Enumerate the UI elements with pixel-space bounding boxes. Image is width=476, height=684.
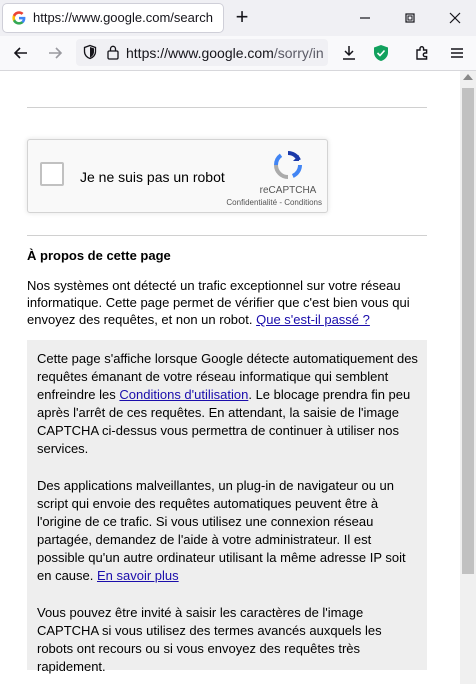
- close-icon[interactable]: [445, 8, 465, 28]
- recaptcha-privacy-terms[interactable]: Confidentialité - Conditions: [226, 198, 322, 207]
- hamburger-menu-icon[interactable]: [448, 44, 466, 62]
- divider: [27, 107, 427, 108]
- google-favicon-icon: [11, 10, 27, 26]
- url-domain: https://www.google.com: [126, 45, 274, 61]
- recaptcha-label: Je ne suis pas un robot: [80, 169, 225, 185]
- shield-icon[interactable]: [82, 44, 98, 60]
- divider: [27, 235, 427, 236]
- minimize-icon[interactable]: [355, 8, 375, 28]
- terms-of-use-link[interactable]: Conditions d'utilisation: [119, 387, 249, 402]
- tab-title: https://www.google.com/search: [33, 10, 213, 25]
- back-arrow-icon[interactable]: [12, 44, 30, 62]
- about-heading: À propos de cette page: [27, 248, 171, 263]
- about-intro: [27, 277, 432, 328]
- navigation-toolbar: [0, 36, 476, 71]
- tab-strip: [0, 0, 476, 36]
- download-icon[interactable]: [340, 44, 358, 62]
- url-text[interactable]: [126, 44, 324, 62]
- scrollbar-thumb[interactable]: [462, 88, 474, 574]
- info-text: Cette page s'affiche lorsque Google détecte automatiquement des requêtes émanant de votre réseau informatique qui semblent enfreindre les: [37, 351, 418, 402]
- recaptcha-brand: reCAPTCHA: [259, 185, 317, 196]
- info-box: [27, 340, 427, 674]
- recaptcha-checkbox[interactable]: [40, 162, 64, 186]
- extension-shield-icon[interactable]: [372, 44, 390, 62]
- info-paragraph: [37, 350, 419, 458]
- info-text: . Le blocage prendra fin peu après l'arrêt de ces requêtes. En attendant, la saisie de l'image CAPTCHA ci-dessus vous permettra de continuer à utiliser nos services.: [37, 387, 411, 456]
- recaptcha-widget: [27, 139, 328, 213]
- recaptcha-logo-icon: [272, 149, 304, 181]
- tab-google-search[interactable]: [3, 4, 223, 32]
- address-bar[interactable]: [76, 39, 328, 66]
- extensions-puzzle-icon[interactable]: [414, 44, 432, 62]
- scroll-up-arrow-icon[interactable]: [463, 74, 473, 80]
- url-path: /sorry/in: [273, 45, 324, 61]
- forward-arrow-icon[interactable]: [46, 44, 64, 62]
- intro-text: Nos systèmes ont détecté un trafic exceptionnel sur votre réseau informatique. Cette page permet de vérifier que c'est bien vous qui envoyez des requêtes, et non un robot.: [27, 278, 410, 327]
- what-happened-link[interactable]: Que s'est-il passé ?: [256, 312, 370, 327]
- info-text: Des applications malveillantes, un plug-in de navigateur ou un script qui envoie des requêtes automatiques peuvent être à l'origine de ce trafic. Si vous utilisez une connexion réseau partagée, demandez de l'aide à votre administrateur. Il est possible qu'un autre ordinateur utilisant la même adresse IP soit en cause.: [37, 478, 406, 583]
- new-tab-button[interactable]: +: [235, 4, 249, 29]
- page-content: [0, 71, 460, 684]
- info-paragraph: [37, 477, 419, 585]
- info-paragraph: Vous pouvez être invité à saisir les caractères de l'image CAPTCHA si vous utilisez des termes avancés auxquels les robots ont recours ou si vous envoyez des requêtes très rapidement.: [37, 605, 382, 674]
- maximize-icon[interactable]: [400, 8, 420, 28]
- learn-more-link[interactable]: En savoir plus: [97, 568, 179, 583]
- lock-icon[interactable]: [106, 44, 120, 60]
